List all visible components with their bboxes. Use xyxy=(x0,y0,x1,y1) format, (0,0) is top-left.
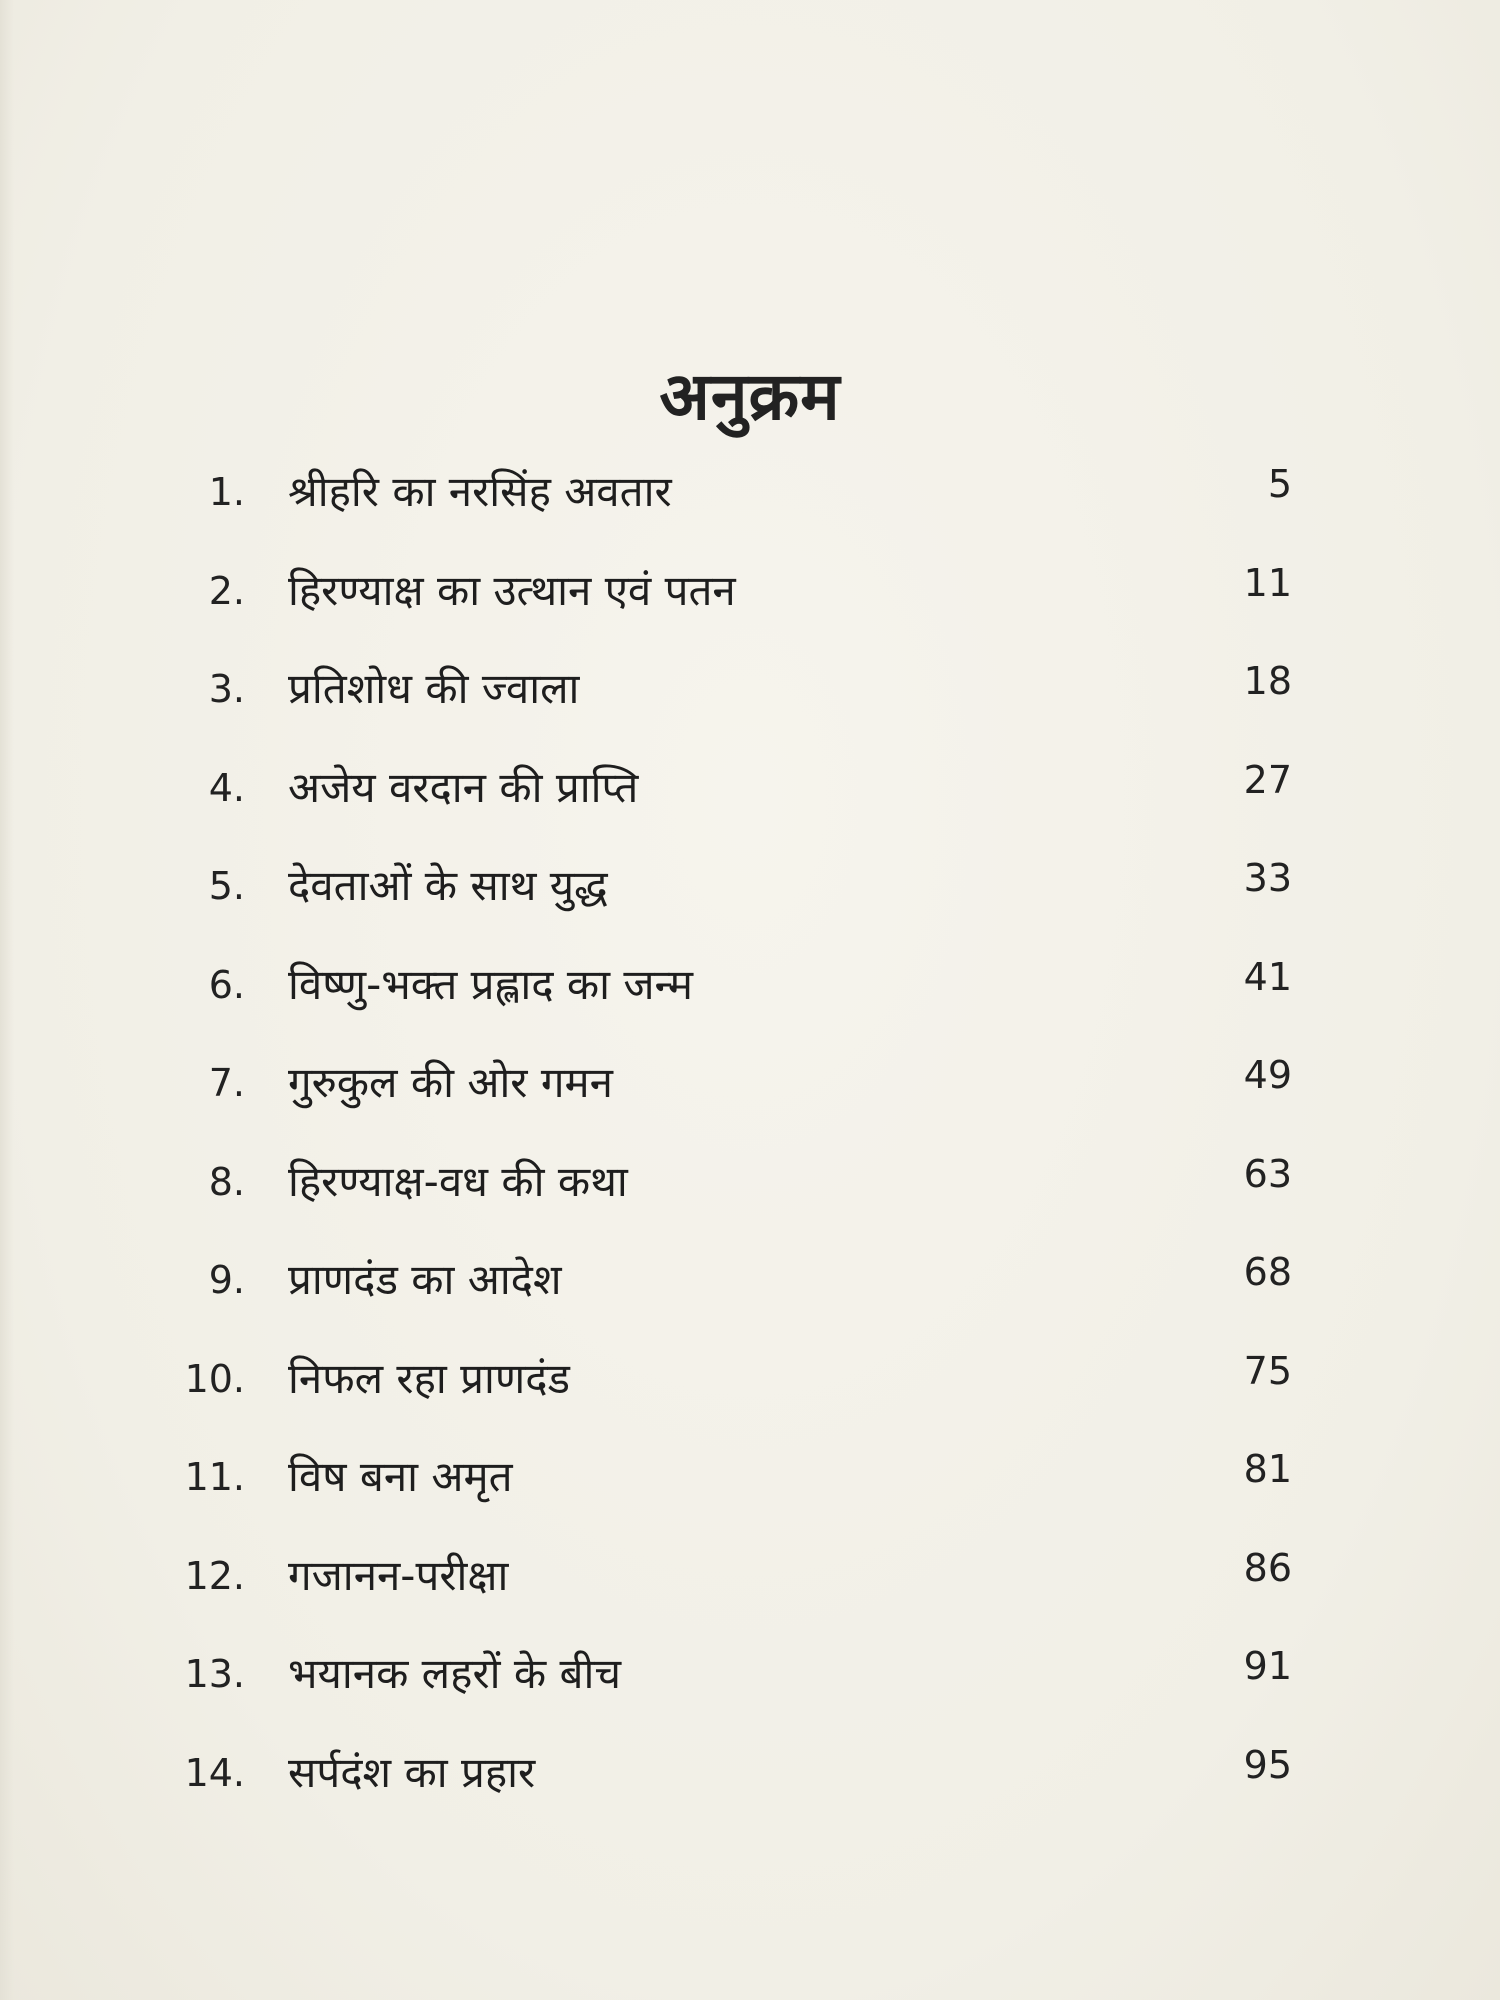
toc-entry-page: 68 xyxy=(1243,1250,1292,1294)
toc-entry-title: हिरण्याक्ष-वध की कथा xyxy=(288,1156,628,1206)
toc-entry-page: 63 xyxy=(1243,1151,1292,1196)
toc-entry-page: 33 xyxy=(1243,856,1292,900)
toc-entry xyxy=(0,1742,1500,1850)
toc-entry-number: 8. xyxy=(208,1159,245,1204)
toc-entry-page: 91 xyxy=(1243,1644,1292,1688)
toc-entry-title: देवताओं के साथ युद्ध xyxy=(288,861,608,910)
toc-entry-title: प्राणदंड का आदेश xyxy=(288,1255,562,1304)
toc-entry-page: 49 xyxy=(1243,1053,1292,1097)
toc-entry-number: 9. xyxy=(208,1258,245,1302)
toc-entry-page: 27 xyxy=(1243,757,1292,802)
toc-entry-page: 81 xyxy=(1243,1447,1292,1491)
toc-entry-title: सर्पदंश का प्रहार xyxy=(288,1747,536,1797)
toc-entry-page: 41 xyxy=(1243,954,1292,999)
toc-entry xyxy=(0,1644,1500,1751)
toc-entry xyxy=(0,954,1500,1062)
toc-entry xyxy=(0,659,1500,766)
toc-entry-number: 3. xyxy=(208,667,245,711)
toc-entry xyxy=(0,1250,1500,1357)
toc-entry-number: 6. xyxy=(208,962,245,1007)
toc-entry-number: 4. xyxy=(208,765,245,810)
toc-entry-title: विष बना अमृत xyxy=(288,1452,513,1501)
toc-entry-number: 5. xyxy=(208,864,245,908)
toc-entry-number: 2. xyxy=(208,568,245,613)
toc-entry xyxy=(0,757,1500,865)
toc-entry-title: विष्णु-भक्त प्रह्लाद का जन्म xyxy=(288,959,694,1009)
page-title: अनुक्रम xyxy=(659,358,841,436)
toc-entry-title: गुरुकुल की ओर गमन xyxy=(288,1058,613,1107)
toc-entry-page: 75 xyxy=(1243,1348,1292,1393)
toc-entry-title: निफल रहा प्राणदंड xyxy=(288,1353,571,1403)
table-of-contents xyxy=(0,462,1500,1849)
toc-entry xyxy=(0,1447,1500,1554)
toc-entry-page: 18 xyxy=(1243,659,1292,703)
toc-entry-title: अजेय वरदान की प्राप्ति xyxy=(288,762,639,812)
toc-entry-number: 13. xyxy=(184,1652,245,1696)
toc-entry-number: 12. xyxy=(184,1553,245,1598)
toc-entry xyxy=(0,1545,1500,1653)
toc-entry-title: श्रीहरि का नरसिंह अवतार xyxy=(288,467,672,516)
toc-entry xyxy=(0,1053,1500,1160)
toc-entry xyxy=(0,856,1500,963)
toc-entry-page: 11 xyxy=(1243,560,1292,605)
toc-entry-title: प्रतिशोध की ज्वाला xyxy=(288,664,580,713)
toc-entry-number: 11. xyxy=(184,1455,245,1499)
toc-entry-page: 95 xyxy=(1243,1742,1292,1787)
toc-entry-number: 1. xyxy=(208,470,245,514)
toc-entry-page: 5 xyxy=(1267,462,1292,506)
toc-entry xyxy=(0,1348,1500,1456)
toc-entry-title: गजानन-परीक्षा xyxy=(288,1550,509,1600)
toc-entry xyxy=(0,462,1500,569)
toc-entry-title: हिरण्याक्ष का उत्थान एवं पतन xyxy=(288,565,736,615)
toc-entry xyxy=(0,1151,1500,1259)
toc-entry-number: 7. xyxy=(208,1061,245,1105)
toc-entry-page: 86 xyxy=(1243,1545,1292,1590)
toc-entry-title: भयानक लहरों के बीच xyxy=(288,1649,622,1698)
toc-entry xyxy=(0,560,1500,668)
toc-entry-number: 14. xyxy=(184,1750,245,1795)
toc-entry-number: 10. xyxy=(184,1356,245,1401)
